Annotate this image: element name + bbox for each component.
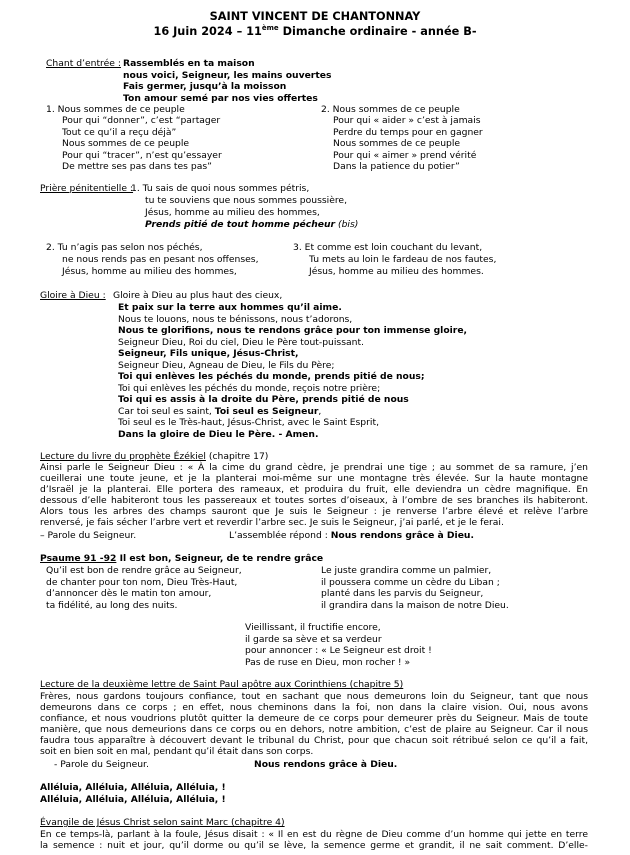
gloria-line: Toi qui enlèves les péchés du monde, reçois notre prière; <box>118 382 381 394</box>
psalm-heading <box>40 553 323 564</box>
penitential-v2-line-3: Jésus, homme au milieu des hommes, <box>62 266 237 277</box>
reading2-word: - Parole du Seigneur. <box>54 759 149 770</box>
gloria-line: Seigneur, Fils unique, Jésus-Christ, <box>118 348 299 359</box>
alleluia-line: Alléluia, Alléluia, Alléluia, Alléluia, ! <box>40 782 226 793</box>
psalm-right-line: planté dans les parvis du Seigneur, <box>321 588 484 599</box>
psalm-left-line: de chanter pour ton nom, Dieu Très-Haut, <box>46 576 238 588</box>
gloria-line-11: Toi seul es le Très-haut, Jésus-Christ, avec le Saint Esprit, <box>118 417 379 428</box>
reading2-line: manière, que nous demeurions dans ce corps ou en dehors, notre ambition, c’est de plaire au Seigneur. Car il nous <box>40 723 588 735</box>
penitential-response-text: Prends pitié de tout homme pécheur <box>145 219 336 230</box>
psalm-center-line: Vieillissant, il fructifie encore, <box>245 622 381 633</box>
date-text: 16 Juin 2024 – 11 <box>153 25 262 38</box>
verse1-line-6: De mettre ses pas dans tes pas” <box>62 161 212 172</box>
penitential-v1-line-1: 1. Tu sais de quoi nous sommes pétris, <box>131 183 310 194</box>
assembly-label: L’assemblée répond : <box>229 530 331 541</box>
reading1-heading <box>40 451 268 462</box>
gospel-title: Évangile de Jésus Christ selon saint Marc (chapitre 4) <box>40 817 285 828</box>
alleluia-line: Alléluia, Alléluia, Alléluia, Alléluia, ! <box>40 794 226 805</box>
psalm-right-line: Le juste grandira comme un palmier, <box>321 565 492 576</box>
sunday-text: Dimanche ordinaire - année B- <box>278 25 477 38</box>
penitential-v1-line-2: tu te souviens que nous sommes poussière, <box>145 195 347 206</box>
reading1-text <box>40 462 588 529</box>
gloria-label: Gloire à Dieu : <box>40 290 106 301</box>
psalm-center-line: il garde sa sève et sa verdeur <box>245 633 382 645</box>
gloria-line-10 <box>118 406 321 417</box>
reading2-text <box>40 691 588 758</box>
entrance-refrain-3: Fais germer, jusqu’à la moisson <box>123 81 287 92</box>
gloria-line: Seigneur Dieu, Roi du ciel, Dieu le Père tout-puissant. <box>118 336 364 348</box>
verse1-line-1: 1. Nous sommes de ce peuple <box>46 104 185 115</box>
psalm-left-line: ta fidélité, au long des nuits. <box>46 599 178 611</box>
psalm-refrain: Il est bon, Seigneur, de te rendre grâce <box>116 553 324 564</box>
gloria-line: Toi qui es assis à la droite du Père, prends pitié de nous <box>118 394 409 405</box>
reading1-word: – Parole du Seigneur. <box>40 530 137 541</box>
verse2-line-1: 2. Nous sommes de ce peuple <box>321 104 460 115</box>
reading1-line: d’Israël je la planterai. Elle portera des rameaux, et produira du fruit, elle deviendra un cèdre magnifique. En <box>40 484 588 496</box>
reading2-line: faudra tous apparaître à découvert devant le tribunal du Christ, pour que chacun soit rétribué selon ce qu’il a fait, <box>40 734 588 746</box>
mass-date-title <box>0 25 630 38</box>
verse2-line-4: Nous sommes de ce peuple <box>333 138 461 149</box>
psalm-center-line: pour annoncer : « Le Seigneur est droit ! <box>245 645 432 656</box>
reading1-line: cueillerai une toute jeune, et je la planterai moi-même sur une montagne très élevée. Sur la haute montagne <box>40 473 588 485</box>
reading2-line: confiance, et nous voudrions plutôt quitter la demeure de ce corps pour demeurer près du Seigneur. Mais de toute <box>40 712 588 724</box>
penitential-v3-line-2: Tu mets au loin le fardeau de nos fautes, <box>309 254 497 265</box>
gloria-lord-text: Toi seul es Seigneur <box>214 405 319 417</box>
reading1-line: Ainsi parle le Seigneur Dieu : « À la cime du grand cèdre, je prendrai une tige ; au sommet de sa ramure, j’en <box>40 462 588 473</box>
gloria-line: Et paix sur la terre aux hommes qu’il aime. <box>118 302 342 313</box>
entrance-refrain-4: Ton amour semé par nos vies offertes <box>123 92 318 104</box>
gloria-line: Seigneur Dieu, Agneau de Dieu, le Fils du Père; <box>118 359 335 371</box>
psalm-left-line: Qu’il est bon de rendre grâce au Seigneur, <box>46 565 242 576</box>
bis-mark: (bis) <box>337 219 359 230</box>
reading2-title: Lecture de la deuxième lettre de Saint Paul apôtre aux Corinthiens (chapitre 5) <box>40 679 404 690</box>
psalm-number: Psaume 91 -92 <box>40 553 117 564</box>
psalm-left-line: d’annoncer dès le matin ton amour, <box>46 588 212 599</box>
psalm-right-line: il poussera comme un cèdre du Liban ; <box>321 576 500 588</box>
reading1-response <box>229 530 474 541</box>
gloria-comma: , <box>318 405 322 417</box>
gospel-line: En ce temps-là, parlant à la foule, Jésus disait : « Il en est du règne de Dieu comme d’un homme qui jette en terre <box>40 828 588 840</box>
reading2-line: Frères, nous gardons toujours confiance, tout en sachant que nous demeurons loin du Seigneur, tant que nous <box>40 690 588 702</box>
reading2-line-last: soit en bien soit en mal, pendant qu’il était dans son corps. <box>40 745 314 757</box>
psalm-right-line: il grandira dans la maison de notre Dieu. <box>321 599 509 611</box>
verse1-line-5: Pour qui “tracer”, n’est qu’essayer <box>62 149 222 161</box>
entrance-refrain-1: Rassemblés en ta maison <box>123 58 255 69</box>
verse1-line-4: Nous sommes de ce peuple <box>62 138 190 149</box>
gloria-holy-text: Car toi seul es saint, <box>118 405 215 417</box>
verse1-line-2: Pour qui “donner”, c’est “partager <box>62 115 221 126</box>
penitential-label: Prière pénitentielle : <box>40 183 134 194</box>
penitential-v3-line-1: 3. Et comme est loin couchant du levant, <box>293 242 483 253</box>
gloria-line: Toi qui enlèves les péchés du monde, prends pitié de nous; <box>118 371 425 382</box>
reading1-line: dessous d’elle habiteront tous les passereaux et toutes sortes d’oiseaux, à l’ombre de ses branches ils habiteront. <box>40 495 588 507</box>
verse2-line-6: Dans la patience du potier” <box>333 161 460 172</box>
gloria-line: Nous te louons, nous te bénissons, nous t’adorons, <box>118 313 353 325</box>
entrance-refrain-2: nous voici, Seigneur, les mains ouvertes <box>123 69 332 81</box>
penitential-v3-line-3: Jésus, homme au milieu des hommes. <box>309 266 484 277</box>
penitential-v1-line-3: Jésus, homme au milieu des hommes, <box>145 207 320 218</box>
reading1-line: Alors tous les arbres des champs sauront que Je suis le Seigneur : je renverse l’arbre élevé et relève l’arbre <box>40 506 588 518</box>
gospel-line: la semence : nuit et jour, qu’il dorme ou qu’il se lève, la semence germe et grandit, il ne sait comment. D’elle- <box>40 839 588 851</box>
penitential-response <box>145 219 358 230</box>
gospel-text <box>40 829 588 851</box>
penitential-v2-line-1: 2. Tu n’agis pas selon nos péchés, <box>46 242 203 253</box>
verse2-line-2: Pour qui « aider » c’est à jamais <box>333 115 481 126</box>
entrance-label: Chant d’entrée : <box>46 58 121 69</box>
verse1-line-3: Tout ce qu’il a reçu déjà” <box>62 126 177 138</box>
ordinal-suffix: ème <box>261 24 279 33</box>
parish-title: SAINT VINCENT DE CHANTONNAY <box>209 10 421 23</box>
reading1-line-last: renversé, je fais sécher l’arbre vert et reverdir l’arbre sec. Je suis le Seigneur, j’ai parlé, et je le ferai. <box>40 517 504 529</box>
verse2-line-5: Pour qui « aimer » prend vérité <box>333 149 477 161</box>
gloria-amen-line: Dans la gloire de Dieu le Père. - Amen. <box>118 428 319 440</box>
penitential-v2-line-2: ne nous rends pas en pesant nos offenses, <box>62 254 259 265</box>
reading1-chapter: (chapitre 17) <box>205 451 269 462</box>
reading1-title: Lecture du livre du prophète Ézékiel <box>40 451 206 462</box>
gloria-first-line: Gloire à Dieu au plus haut des cieux, <box>113 290 283 301</box>
reading1-answer: Nous rendons grâce à Dieu. <box>330 530 474 541</box>
reading2-line: demeurons dans ce corps ; en effet, nous cheminons dans la foi, non dans la claire vision. Oui, nous avons <box>40 701 588 713</box>
psalm-center-line: Pas de ruse en Dieu, mon rocher ! » <box>245 656 411 668</box>
reading2-answer: Nous rendons grâce à Dieu. <box>254 759 398 770</box>
verse2-line-3: Perdre du temps pour en gagner <box>333 126 483 138</box>
gloria-line: Nous te glorifions, nous te rendons grâce pour ton immense gloire, <box>118 325 468 336</box>
